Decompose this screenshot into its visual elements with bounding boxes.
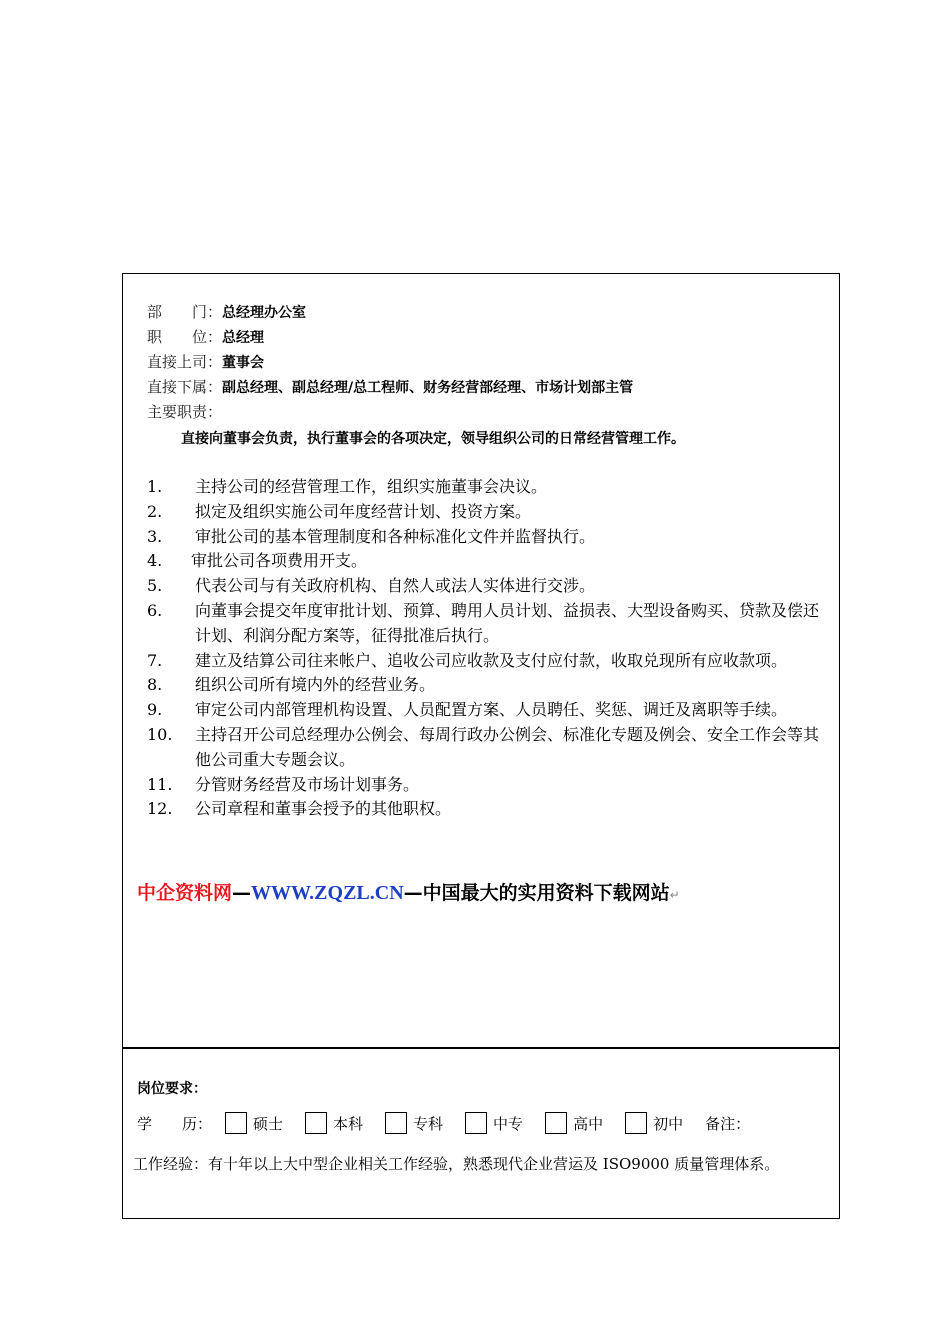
list-item: [147, 574, 833, 599]
department-value: 总经理办公室: [222, 305, 307, 321]
department-row: [147, 300, 306, 326]
item-number: 7.: [147, 650, 163, 670]
item-number: 1.: [147, 477, 163, 496]
option-label: 中专: [493, 1114, 524, 1133]
duties-label: 主要职责：: [147, 403, 223, 421]
item-text: 主持公司的经营管理工作，组织实施董事会决议。: [195, 477, 548, 496]
list-item: [147, 475, 833, 500]
subordinates-row: [147, 375, 633, 401]
list-item: [147, 525, 833, 550]
option-label: 硕士: [253, 1114, 284, 1133]
position-label: 职 位：: [147, 328, 223, 346]
list-item: [147, 797, 833, 822]
list-item: [147, 549, 833, 574]
option-label: 专科: [413, 1114, 444, 1133]
requirements-title: 岗位要求：: [137, 1081, 207, 1097]
supervisor-row: [147, 350, 264, 376]
duty-list: [147, 475, 833, 822]
item-text: 组织公司所有境内外的经营业务。: [195, 675, 436, 695]
item-text: 拟定及组织实施公司年度经营计划、投资方案。: [195, 501, 532, 521]
banner-dash: —: [232, 882, 252, 904]
item-number: 11.: [147, 774, 173, 794]
checkbox[interactable]: [465, 1112, 487, 1134]
return-mark-icon: ↵: [669, 888, 680, 902]
list-item: [147, 773, 833, 798]
item-number: 12.: [147, 799, 173, 819]
checkbox[interactable]: [545, 1112, 567, 1134]
supervisor-value: 董事会: [222, 355, 265, 371]
checkbox[interactable]: [225, 1112, 247, 1134]
supervisor-label: 直接上司：: [147, 353, 223, 371]
item-text: 向董事会提交年度审批计划、预算、聘用人员计划、益损表、大型设备购买、贷款及偿还计划、利润分配方案等，征得批准后执行。: [195, 600, 820, 645]
checkbox[interactable]: [625, 1112, 647, 1134]
option-bachelor[interactable]: [305, 1112, 363, 1134]
checkbox[interactable]: [385, 1112, 407, 1134]
item-number: 9.: [147, 700, 163, 720]
option-label: 本科: [333, 1114, 364, 1133]
banner-url-link[interactable]: WWW.ZQZL.CN: [251, 882, 404, 904]
item-text: 代表公司与有关政府机构、自然人或法人实体进行交涉。: [195, 576, 596, 596]
item-text: 审批公司各项费用开支。: [191, 551, 368, 571]
item-number: 5.: [147, 576, 163, 596]
option-label: 初中: [653, 1114, 684, 1133]
position-row: [147, 325, 264, 351]
list-item: [147, 698, 833, 723]
item-number: 8.: [147, 675, 163, 695]
experience-text: 工作经验：有十年以上大中型企业相关工作经验，熟悉现代企业营运及 ISO9000 质量管理体系。: [133, 1155, 780, 1173]
job-description-table: [122, 273, 840, 1219]
banner-site-name: 中企资料网: [137, 882, 233, 904]
checkbox[interactable]: [305, 1112, 327, 1134]
item-number: 2.: [147, 501, 163, 521]
item-text: 分管财务经营及市场计划事务。: [195, 774, 420, 794]
duties-row: [147, 400, 222, 425]
item-number: 10.: [147, 724, 173, 744]
item-text: 审批公司的基本管理制度和各种标准化文件并监督执行。: [195, 526, 596, 546]
item-number: 6.: [147, 600, 163, 620]
section-divider: [123, 1047, 839, 1049]
list-item: [147, 599, 833, 649]
subordinates-label: 直接下属：: [147, 378, 223, 396]
option-high-school[interactable]: [545, 1112, 603, 1134]
site-banner: [137, 878, 680, 905]
education-label: 学 历：: [137, 1114, 213, 1133]
item-text: 公司章程和董事会授予的其他职权。: [195, 799, 452, 819]
item-text: 主持召开公司总经理办公例会、每周行政办公例会、标准化专题及例会、安全工作会等其他公司重大专题会议。: [195, 724, 820, 769]
list-item: [147, 673, 833, 698]
education-row: [137, 1112, 750, 1134]
duty-summary: 直接向董事会负责，执行董事会的各项决定，领导组织公司的日常经营管理工作。: [181, 431, 685, 447]
note-label: 备注：: [705, 1114, 751, 1133]
option-technical-school[interactable]: [465, 1112, 523, 1134]
item-text: 审定公司内部管理机构设置、人员配置方案、人员聘任、奖惩、调迁及离职等手续。: [195, 700, 788, 720]
department-label: 部 门：: [147, 303, 223, 321]
item-number: 3.: [147, 526, 163, 546]
banner-tagline: 中国最大的实用资料下载网站: [422, 882, 670, 904]
subordinates-value: 副总经理、副总经理/总工程师、财务经营部经理、市场计划部主管: [222, 380, 634, 396]
position-value: 总经理: [222, 330, 265, 346]
list-item: [147, 723, 833, 773]
list-item: [147, 500, 833, 525]
option-masters[interactable]: [225, 1112, 283, 1134]
item-text: 建立及结算公司往来帐户、追收公司应收款及支付应付款，收取兑现所有应收款项。: [195, 650, 788, 670]
option-junior-high[interactable]: [625, 1112, 683, 1134]
option-college[interactable]: [385, 1112, 443, 1134]
item-number: 4.: [147, 551, 163, 571]
banner-dash: —: [403, 882, 423, 904]
list-item: [147, 649, 833, 674]
option-label: 高中: [573, 1114, 604, 1133]
